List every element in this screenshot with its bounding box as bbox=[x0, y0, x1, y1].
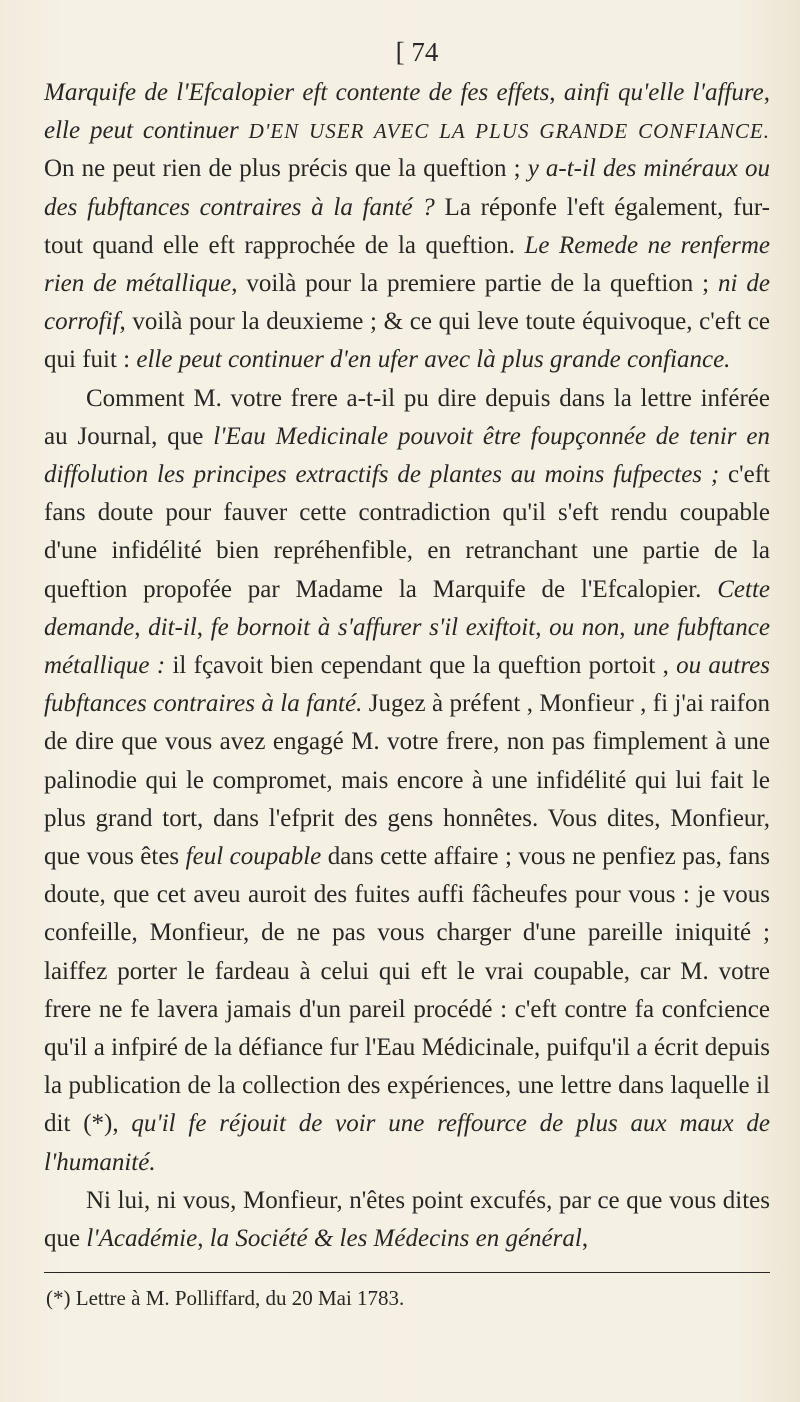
italic-text: qu'il fe réjouit de voir une reffource de plus aux maux de l'humanité. bbox=[44, 1110, 770, 1176]
italic-text: fe bornoit à s'affurer s'il exiftoit bbox=[210, 613, 536, 641]
italic-text: Cette demande bbox=[44, 575, 770, 641]
italic-text: dit-il bbox=[148, 613, 197, 641]
footnote-rule bbox=[44, 1272, 770, 1273]
text-run: Jugez à préfent , Monfieur , fi j'ai raifon de dire que vous avez engagé M. votre frere, non pas fimplement à une palinodie qui le compromet, mais encore à une infidélité qui lui fait le plus grand tort, dans l'efprit des gens honnêtes. Vous dites, Monfieur, que vous êtes bbox=[44, 690, 770, 871]
italic-text: ou autres fubftances contraires à la fanté. bbox=[44, 652, 770, 718]
paragraph bbox=[44, 74, 770, 380]
paragraph bbox=[44, 1182, 770, 1258]
text-run: , bbox=[134, 613, 149, 641]
italic-text: ainfi qu'elle l'affure bbox=[563, 79, 764, 106]
paragraph bbox=[44, 380, 770, 1182]
italic-text: ou non bbox=[549, 613, 620, 641]
body-text bbox=[44, 74, 770, 1258]
footnote: (*) Lettre à M. Polliffard, du 20 Mai 1783. bbox=[46, 1286, 405, 1311]
text-run: Comment M. votre frere a-t-il pu dire depuis dans la lettre inférée au Journal, que bbox=[44, 384, 770, 450]
text-run: c'eft fans doute pour fauver cette contradiction qu'il s'eft rendu coupable d'une infidélité bien repréhenfible, en retranchant une partie de la queftion propofée par Madame la Marquife de l'Efcalopier. bbox=[44, 461, 770, 603]
italic-text: l'Eau Medicinale pouvoit être foupçonnée de tenir en diffolution les principes extractifs de plantes au moins fufpectes ; bbox=[44, 422, 770, 489]
text-run: , bbox=[535, 613, 550, 641]
italic-text: une fubftance métallique : bbox=[44, 613, 770, 680]
text-run: , bbox=[549, 79, 564, 106]
italic-text: la Société & les Médecins en général bbox=[209, 1225, 582, 1253]
italic-text: Le Remede ne renferme rien de métallique bbox=[44, 231, 771, 298]
text-run: , bbox=[197, 1225, 210, 1253]
text-run: , bbox=[763, 79, 770, 106]
text-run: dans cette affaire ; vous ne penfiez pas, fans doute, que cet aveu auroit des fuites auffi fâcheufes pour vous : je vous confeille, Monfieur, de ne pas vous charger d'une pareille iniquité ; laiffez porter le fardeau à celui qui eft le vrai coupable, car M. votre frere ne fe lavera jamais d'un pareil procédé : c'eft contre fa confcience qu'il a infpiré de la défiance fur l'Eau Médicinale, puifqu'il a écrit depuis la publication de la collection des expériences, une lettre dans laquelle il dit (*), bbox=[44, 843, 770, 1138]
italic-text: elle peut continuer d'en ufer avec là plus grande confiance. bbox=[136, 346, 731, 374]
italic-text: l'Académie bbox=[86, 1225, 198, 1253]
text-run: Ni lui, ni vous, Monfieur, n'êtes point excufés, par ce que vous dites que bbox=[44, 1186, 770, 1253]
italic-text: feul coupable bbox=[185, 843, 322, 871]
italic-text: Marquife de l'Efcalopier eft contente de fes effets bbox=[44, 79, 550, 106]
text-run: , bbox=[196, 613, 211, 641]
page-number: [ 74 bbox=[395, 37, 439, 67]
text-run: , voilà pour la deuxieme ; & ce qui leve toute équivoque, c'eft ce qui fuit : bbox=[44, 308, 770, 374]
text-run: On ne peut rien de plus précis que la queftion ; bbox=[44, 155, 528, 183]
italic-text: elle peut continuer bbox=[44, 117, 249, 145]
text-run: il fçavoit bien cependant que la queftion portoit , bbox=[165, 652, 677, 680]
text-run: , bbox=[581, 1225, 589, 1253]
italic-text: ni de corrofif bbox=[44, 270, 770, 336]
italic-text: D'EN USER AVEC LA PLUS GRANDE CONFIANCE. bbox=[248, 119, 770, 144]
text-run: , voilà pour la premiere partie de la queftion ; bbox=[231, 270, 719, 298]
text-run: La réponfe l'eft également, fur-tout quand elle eft rapprochée de la queftion. bbox=[44, 193, 770, 259]
text-run: , bbox=[619, 613, 634, 641]
italic-text: y a-t-il des minéraux ou des fubftances contraires à la fanté ? bbox=[44, 155, 770, 221]
